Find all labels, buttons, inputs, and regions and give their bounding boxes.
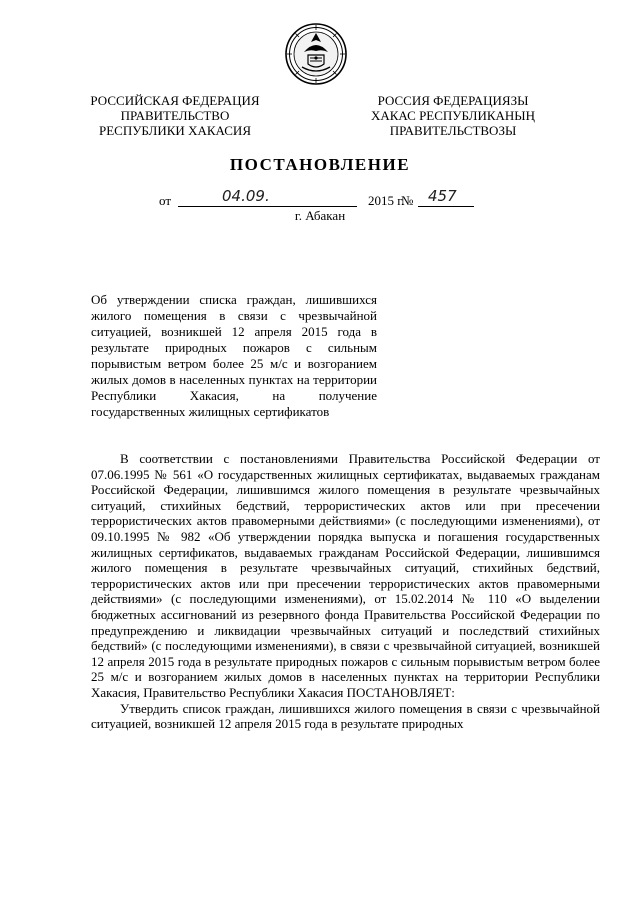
header-left-block (75, 93, 275, 138)
header-right-block (358, 93, 548, 138)
year-label: 2015 г. (368, 193, 405, 208)
header-left-line: РЕСПУБЛИКИ ХАКАСИЯ (98, 123, 251, 138)
city-label: г. Абакан (294, 208, 346, 223)
header-left-line: ПРАВИТЕЛЬСТВО (120, 108, 230, 123)
header-right-line: ПРАВИТЕЛЬСТВОЗЫ (389, 123, 517, 138)
body-paragraph: Утвердить список граждан, лишившихся жилого помещения в связи с чрезвычайной ситуацией, возникшей 12 апреля 2015 года в результате природных (91, 700, 600, 732)
header-right-line: РОССИЯ ФЕДЕРАЦИЯЗЫ (377, 93, 529, 108)
body-paragraph: В соответствии с постановлениями Правительства Российской Федерации от 07.06.1995 № 561 «О государственных жилищных сертификатах, выдаваемых гражданам Российской Федерации, лишившимся жилого помещения в результате чрезвычайных ситуаций, стихийных бедствий, террористических актов или при пресечении террористических актов правомерными действиями» (с последующими изменениями), от 09.10.1995 № 982 «Об утверждении порядка выпуска и погашения государственных жилищных сертификатов, выдаваемых гражданам Российской Федерации, лишившимся жилого помещения в результате чрезвычайных ситуаций, стихийных бедствий, террористических актов или при пресечении террористических актов правомерными действиями» (с последующими изменениями), от 15.02.2014 № 110 «О выделении бюджетных ассигнований из резервного фонда Правительства Российской Федерации по предупреждению и ликвидации чрезвычайных ситуаций и последствий стихийных бедствий» (с последующими изменениями), в связи с чрезвычайной ситуацией, возникшей 12 апреля 2015 года в результате природных пожаров с сильным порывистым ветром более 25 м/с и возгоранием жилых домов в населенных пунктах на территории Республики Хакасия, Правительство Республики Хакасия ПОСТАНОВЛЯЕТ: (91, 451, 600, 700)
document-title: ПОСТАНОВЛЕНИЕ (229, 155, 411, 174)
number-label: № (401, 193, 414, 208)
header-left-line: РОССИЙСКАЯ ФЕДЕРАЦИЯ (90, 93, 260, 108)
coat-of-arms-emblem (284, 22, 348, 86)
handwritten-number: 457 (428, 187, 457, 205)
date-from-label: от (159, 193, 172, 208)
handwritten-date: 04.09. (222, 187, 270, 205)
header-right-line: ХАКАС РЕСПУБЛИКАНЫҢ (370, 108, 536, 123)
body-text (91, 451, 600, 732)
subject-paragraph: Об утверждении списка граждан, лишившихся жилого помещения в связи с чрезвычайной ситуацией, возникшей 12 апреля 2015 года в результате природных пожаров с сильным порывистым ветром более 25 м/с и возгоранием жилых домов в населенных пунктах на территории Республики Хакасия, на получение государственных жилищных сертификатов (91, 292, 377, 419)
